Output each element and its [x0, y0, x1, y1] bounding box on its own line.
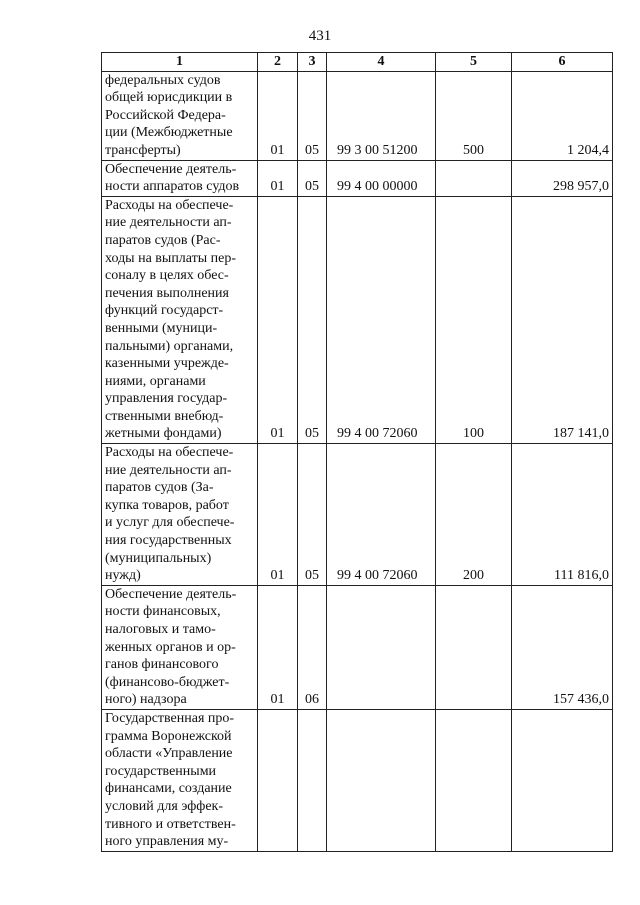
column-header-3: 3	[298, 53, 327, 72]
expense-type-cell	[436, 585, 512, 709]
row-name-line: функций государст-	[105, 303, 224, 319]
section-code-cell: 01	[258, 160, 298, 196]
row-name-line: финансами, создание	[105, 781, 232, 797]
row-name-line: тивного и ответствен-	[105, 816, 236, 832]
row-name-line: условий для эффек-	[105, 798, 224, 814]
budget-table	[101, 52, 613, 852]
row-name-line: ганов финансового	[105, 657, 219, 673]
row-name-line: Государственная про-	[105, 710, 235, 726]
amount-cell: 187 141,0	[512, 196, 613, 443]
section-code-cell	[258, 709, 298, 851]
row-name-line: паратов судов (За-	[105, 480, 214, 496]
expense-type-cell: 500	[436, 71, 512, 160]
row-name-line: ного) надзора	[105, 692, 187, 708]
row-name-cell	[102, 71, 258, 160]
row-name-line: ности финансовых,	[105, 604, 221, 620]
table-row	[102, 709, 613, 851]
row-name-line: казенными учрежде-	[105, 356, 229, 372]
row-name-line: общей юрисдикции в	[105, 90, 233, 106]
row-name-line: и услуг для обеспече-	[105, 515, 235, 531]
row-name-line: ние деятельности ап-	[105, 462, 232, 478]
table-row	[102, 444, 613, 586]
row-name-line: Обеспечение деятель-	[105, 161, 237, 177]
row-name-line: управления государ-	[105, 391, 228, 407]
amount-cell	[512, 709, 613, 851]
row-name-line: соналу в целях обес-	[105, 268, 229, 284]
amount-cell: 1 204,4	[512, 71, 613, 160]
table-row	[102, 585, 613, 709]
page-number: 431	[308, 28, 332, 44]
row-name-cell	[102, 196, 258, 443]
row-name-cell	[102, 160, 258, 196]
subsection-code-cell: 05	[298, 71, 327, 160]
row-name-line: государственными	[105, 763, 217, 779]
subsection-code-cell: 05	[298, 196, 327, 443]
table-row	[102, 196, 613, 443]
row-name-line: паратов судов (Рас-	[105, 232, 221, 248]
row-name-cell	[102, 444, 258, 586]
expense-type-cell: 100	[436, 196, 512, 443]
amount-cell: 111 816,0	[512, 444, 613, 586]
row-name-line: печения выполнения	[105, 285, 229, 301]
row-name-line: федеральных судов	[105, 72, 221, 88]
row-name-line: Обеспечение деятель-	[105, 586, 237, 602]
row-name-line: Расходы на обеспече-	[105, 445, 234, 461]
section-code-cell: 01	[258, 444, 298, 586]
row-name-line: (финансово-бюджет-	[105, 674, 230, 690]
row-name-cell	[102, 585, 258, 709]
row-name-line: нужд)	[105, 568, 141, 584]
target-article-cell	[327, 585, 436, 709]
target-article-cell: 99 4 00 72060	[327, 196, 436, 443]
target-article-cell	[327, 709, 436, 851]
column-header-6: 6	[512, 53, 613, 72]
row-name-line: трансферты)	[105, 142, 181, 158]
row-name-line: Российской Федера-	[105, 107, 226, 123]
row-name-line: купка товаров, работ	[105, 497, 229, 513]
row-name-line: области «Управление	[105, 746, 233, 762]
section-code-cell: 01	[258, 196, 298, 443]
expense-type-cell: 200	[436, 444, 512, 586]
budget-table-container	[101, 52, 612, 852]
row-name-line: Расходы на обеспече-	[105, 197, 234, 213]
subsection-code-cell: 05	[298, 160, 327, 196]
section-code-cell: 01	[258, 585, 298, 709]
subsection-code-cell: 06	[298, 585, 327, 709]
column-header-4: 4	[327, 53, 436, 72]
expense-type-cell	[436, 709, 512, 851]
header-row	[102, 53, 613, 72]
target-article-cell: 99 4 00 00000	[327, 160, 436, 196]
target-article-cell: 99 3 00 51200	[327, 71, 436, 160]
row-name-line: жетными фондами)	[105, 426, 222, 442]
table-row	[102, 160, 613, 196]
target-article-cell: 99 4 00 72060	[327, 444, 436, 586]
row-name-line: грамма Воронежской	[105, 728, 232, 744]
row-name-line: налоговых и тамо-	[105, 622, 216, 637]
row-name-line: ции (Межбюджетные	[105, 125, 233, 141]
subsection-code-cell: 05	[298, 444, 327, 586]
row-name-line: ниями, органами	[105, 373, 206, 389]
amount-cell: 157 436,0	[512, 585, 613, 709]
row-name-line: ние деятельности ап-	[105, 215, 232, 231]
section-code-cell: 01	[258, 71, 298, 160]
expense-type-cell	[436, 160, 512, 196]
table-row	[102, 71, 613, 160]
subsection-code-cell	[298, 709, 327, 851]
row-name-cell	[102, 709, 258, 851]
row-name-line: ности аппаратов судов	[105, 179, 240, 195]
row-name-line: венными (муници-	[105, 320, 218, 336]
amount-cell: 298 957,0	[512, 160, 613, 196]
row-name-line: ходы на выплаты пер-	[105, 250, 237, 266]
table-body	[102, 71, 613, 851]
row-name-line: ственными внебюд-	[105, 408, 224, 424]
row-name-line: ного управления му-	[105, 834, 229, 850]
row-name-line: женных органов и ор-	[105, 639, 236, 655]
column-header-5: 5	[436, 53, 512, 72]
row-name-line: (муниципальных)	[105, 550, 212, 566]
column-header-1: 1	[102, 53, 258, 72]
row-name-line: пальными) органами,	[105, 338, 234, 354]
row-name-line: ния государственных	[105, 533, 232, 549]
column-header-2: 2	[258, 53, 298, 72]
